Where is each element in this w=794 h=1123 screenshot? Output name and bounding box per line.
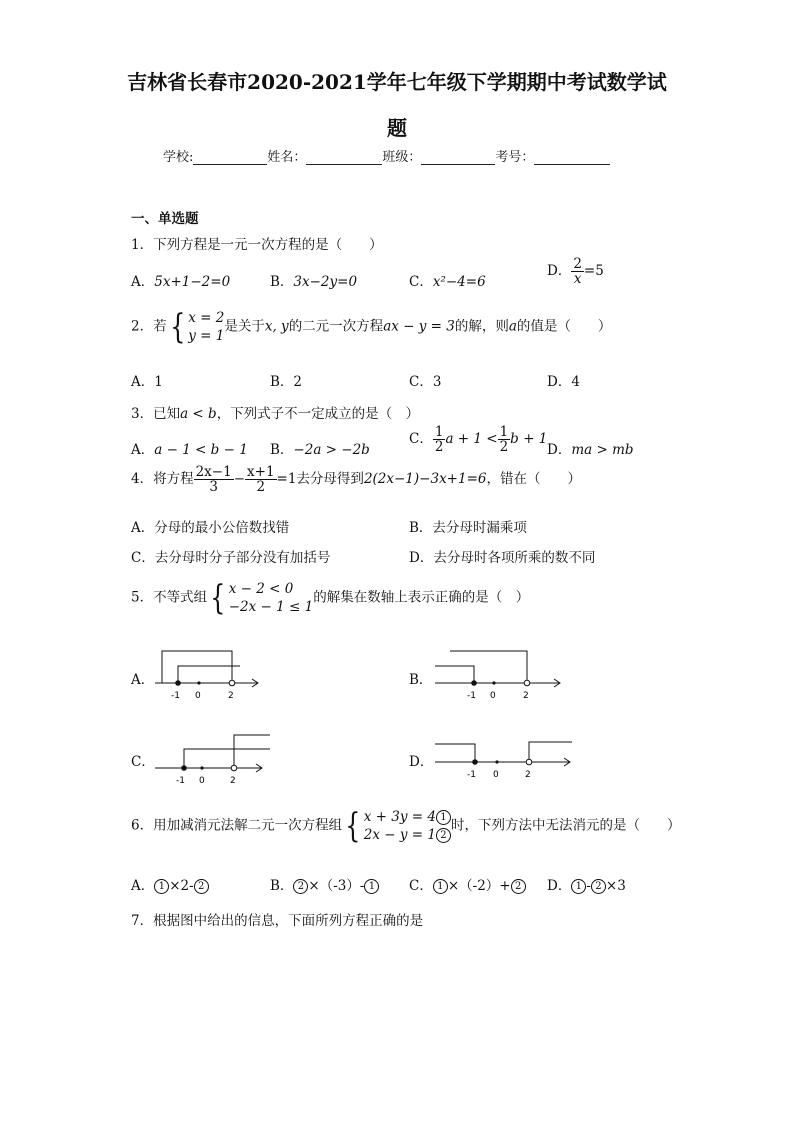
q5-option-d-number-line bbox=[430, 728, 575, 788]
q3-a-expr: a − 1 < b − 1 bbox=[154, 442, 248, 458]
q6-stem bbox=[131, 806, 681, 847]
page-title: 吉林省长春市2020-2021学年七年级下学期期中考试数学试 bbox=[127, 70, 667, 94]
q1-c-label: C． bbox=[409, 274, 433, 290]
q6-c-c1: 1 bbox=[433, 879, 448, 894]
q2-sys1: x = 2 bbox=[188, 310, 225, 326]
q1-a-expr: 5x+1−2=0 bbox=[154, 274, 231, 290]
q6-a-op: ×2- bbox=[169, 878, 194, 894]
q1-stem: 1．下列方程是一元一次方程的是（ ） bbox=[131, 237, 383, 253]
q2-a: a bbox=[508, 318, 517, 335]
q1-c-expr: x²−4=6 bbox=[432, 274, 486, 290]
q2-post: 的值是（ ） bbox=[516, 318, 612, 335]
q4-frac2-num: x+1 bbox=[247, 464, 275, 480]
q5-stem bbox=[131, 578, 530, 619]
q3-stem bbox=[131, 402, 419, 422]
q2-brace: { bbox=[169, 307, 185, 348]
q3-c-label: C． bbox=[409, 431, 433, 448]
school-label: 学校: bbox=[163, 150, 194, 165]
q6-sys1-mark: 1 bbox=[436, 810, 451, 825]
q3-c-frac2-den: 2 bbox=[499, 439, 509, 456]
q1-option-d bbox=[547, 257, 604, 286]
q3-post: ，下列式子不一定成立的是（ ） bbox=[216, 406, 420, 422]
q2-mid2: 的二元一次方程 bbox=[288, 318, 384, 335]
q5-option-d-label: D． bbox=[409, 754, 434, 770]
q1-d-rest: =5 bbox=[583, 263, 604, 280]
q3-c-frac2-num: 1 bbox=[499, 424, 509, 440]
class-label: 班级： bbox=[382, 150, 422, 165]
q1-b-expr: 3x−2y=0 bbox=[293, 274, 358, 290]
q5-option-b-label: B． bbox=[409, 672, 433, 688]
exam-label: 考号： bbox=[495, 150, 535, 165]
q6-sys2: 2x − y = 1 bbox=[363, 827, 436, 844]
q6-a-label: A． bbox=[131, 878, 155, 894]
q1-option-a bbox=[131, 270, 230, 290]
q3-a-label: A． bbox=[131, 442, 155, 458]
q5-a-tick-m1: -1 bbox=[171, 691, 180, 701]
q4-frac1-den: 3 bbox=[209, 479, 218, 496]
q6-option-a bbox=[131, 874, 209, 894]
class-field[interactable] bbox=[421, 150, 495, 165]
q5-d-tick-0: 0 bbox=[493, 770, 499, 780]
q5-brace: { bbox=[210, 578, 226, 619]
q6-b-label: B． bbox=[270, 878, 294, 894]
q4-frac2-den: 2 bbox=[256, 479, 266, 496]
q2-option-b: B．2 bbox=[270, 374, 303, 390]
q6-a-c1: 1 bbox=[154, 879, 169, 894]
q2-stem bbox=[131, 307, 612, 348]
q2-mid1: 是关于 bbox=[224, 318, 265, 335]
q4-eq: =1 bbox=[276, 471, 297, 488]
q4-mid: 去分母得到 bbox=[296, 471, 364, 488]
q6-option-d bbox=[547, 874, 626, 894]
q6-d-c2: 2 bbox=[591, 879, 606, 894]
q4-option-b: B．去分母时漏乘项 bbox=[409, 520, 527, 536]
q4-pre: 4．将方程 bbox=[131, 471, 194, 488]
q3-option-a bbox=[131, 438, 248, 458]
q6-a-c2: 2 bbox=[194, 879, 209, 894]
q1-option-c bbox=[409, 270, 486, 290]
q2-eq: ax − y = 3 bbox=[383, 318, 455, 335]
q6-d-op2: ×3 bbox=[605, 878, 626, 894]
q3-d-label: D． bbox=[547, 442, 572, 458]
section-title: 一、单选题 bbox=[131, 211, 199, 227]
q5-sys2: −2x − 1 ≤ 1 bbox=[228, 599, 314, 616]
q6-sys1: x + 3y = 4 bbox=[363, 809, 436, 825]
q4-option-c: C．去分母时分子部分没有加括号 bbox=[131, 550, 331, 566]
q1-d-label: D． bbox=[547, 263, 572, 280]
q7-stem: 7．根据图中给出的信息，下面所列方程正确的是 bbox=[131, 913, 424, 929]
q4-frac1-num: 2x−1 bbox=[195, 464, 232, 480]
q5-c-tick-2: 2 bbox=[230, 776, 236, 786]
q3-c-mid1: a + 1 < bbox=[445, 431, 498, 448]
q3-c-frac1-num: 1 bbox=[434, 424, 444, 440]
q5-option-a-label: A． bbox=[131, 672, 155, 688]
q6-b-op: ×（-3）- bbox=[308, 878, 365, 894]
q2-vars: x, y bbox=[264, 318, 289, 335]
page-title-cont: 题 bbox=[387, 116, 407, 140]
q6-b-c1: 1 bbox=[364, 879, 379, 894]
student-info bbox=[163, 146, 610, 165]
q5-b-tick-2: 2 bbox=[523, 691, 529, 701]
q1-d-den: x bbox=[573, 271, 582, 288]
q4-option-d: D．去分母时各项所乘的数不同 bbox=[409, 550, 596, 566]
q3-c-mid2: b + 1 bbox=[510, 431, 548, 448]
q3-b-expr: −2a > −2b bbox=[293, 442, 370, 458]
q6-d-c1: 1 bbox=[571, 879, 586, 894]
name-label: 姓名： bbox=[267, 150, 307, 165]
q5-c-tick-0: 0 bbox=[199, 776, 205, 786]
exam-field[interactable] bbox=[534, 150, 610, 165]
q6-c-c2: 2 bbox=[511, 879, 526, 894]
q6-brace: { bbox=[345, 806, 361, 847]
q5-b-tick-0: 0 bbox=[490, 691, 496, 701]
q3-option-c bbox=[409, 425, 547, 454]
q6-c-op: ×（-2）+ bbox=[447, 878, 511, 894]
q5-c-tick-m1: -1 bbox=[176, 776, 185, 786]
q5-b-tick-m1: -1 bbox=[467, 691, 476, 701]
q5-d-tick-m1: -1 bbox=[467, 770, 476, 780]
q2-pre: 2．若 bbox=[131, 318, 167, 335]
q4-post: ，错在（ ） bbox=[486, 471, 581, 488]
q5-pre: 5．不等式组 bbox=[131, 589, 208, 606]
q2-sys2: y = 1 bbox=[188, 328, 225, 345]
q1-b-label: B． bbox=[270, 274, 294, 290]
q6-c-label: C． bbox=[409, 878, 433, 894]
q3-cond: a < b bbox=[180, 406, 217, 422]
q2-option-c: C．3 bbox=[409, 374, 442, 390]
q2-option-d: D．4 bbox=[547, 374, 580, 390]
q6-pre: 6．用加减消元法解二元一次方程组 bbox=[131, 817, 343, 834]
q1-d-num: 2 bbox=[573, 256, 582, 272]
school-field[interactable] bbox=[193, 150, 267, 165]
q3-d-expr: ma > mb bbox=[571, 442, 634, 458]
name-field[interactable] bbox=[306, 150, 382, 165]
q5-a-tick-0: 0 bbox=[195, 691, 201, 701]
q3-c-frac1-den: 2 bbox=[434, 439, 444, 456]
q3-option-b bbox=[270, 438, 370, 458]
q3-pre: 3．已知 bbox=[131, 406, 181, 422]
q5-post: 的解集在数轴上表示正确的是（ ） bbox=[313, 589, 530, 606]
q2-mid3: 的解，则 bbox=[454, 318, 509, 335]
q6-option-c bbox=[409, 874, 526, 894]
q6-option-b bbox=[270, 874, 379, 894]
q5-option-c-label: C． bbox=[131, 754, 155, 770]
q1-option-b bbox=[270, 270, 357, 290]
q5-option-c-number-line bbox=[150, 728, 275, 788]
q5-a-tick-2: 2 bbox=[228, 691, 234, 701]
q6-d-label: D． bbox=[547, 878, 572, 894]
q5-option-b-number-line bbox=[430, 645, 565, 705]
q6-sys2-mark: 2 bbox=[436, 828, 451, 843]
q3-option-d bbox=[547, 438, 634, 458]
q4-stem bbox=[131, 465, 581, 494]
q4-option-a: A．分母的最小公倍数找错 bbox=[131, 520, 290, 536]
q5-d-tick-2: 2 bbox=[525, 770, 531, 780]
q6-d-op1: - bbox=[586, 878, 591, 894]
q1-a-label: A． bbox=[131, 274, 155, 290]
q3-b-label: B． bbox=[270, 442, 294, 458]
q5-sys1: x − 2 < 0 bbox=[228, 581, 294, 597]
q6-post: 时，下列方法中无法消元的是（ ） bbox=[450, 817, 681, 834]
q4-minus: − bbox=[233, 471, 246, 488]
q6-b-c2: 2 bbox=[293, 879, 308, 894]
q2-option-a: A．1 bbox=[131, 374, 163, 390]
q4-result: 2(2x−1)−3x+1=6 bbox=[363, 471, 487, 488]
q5-option-a-number-line bbox=[150, 645, 265, 705]
